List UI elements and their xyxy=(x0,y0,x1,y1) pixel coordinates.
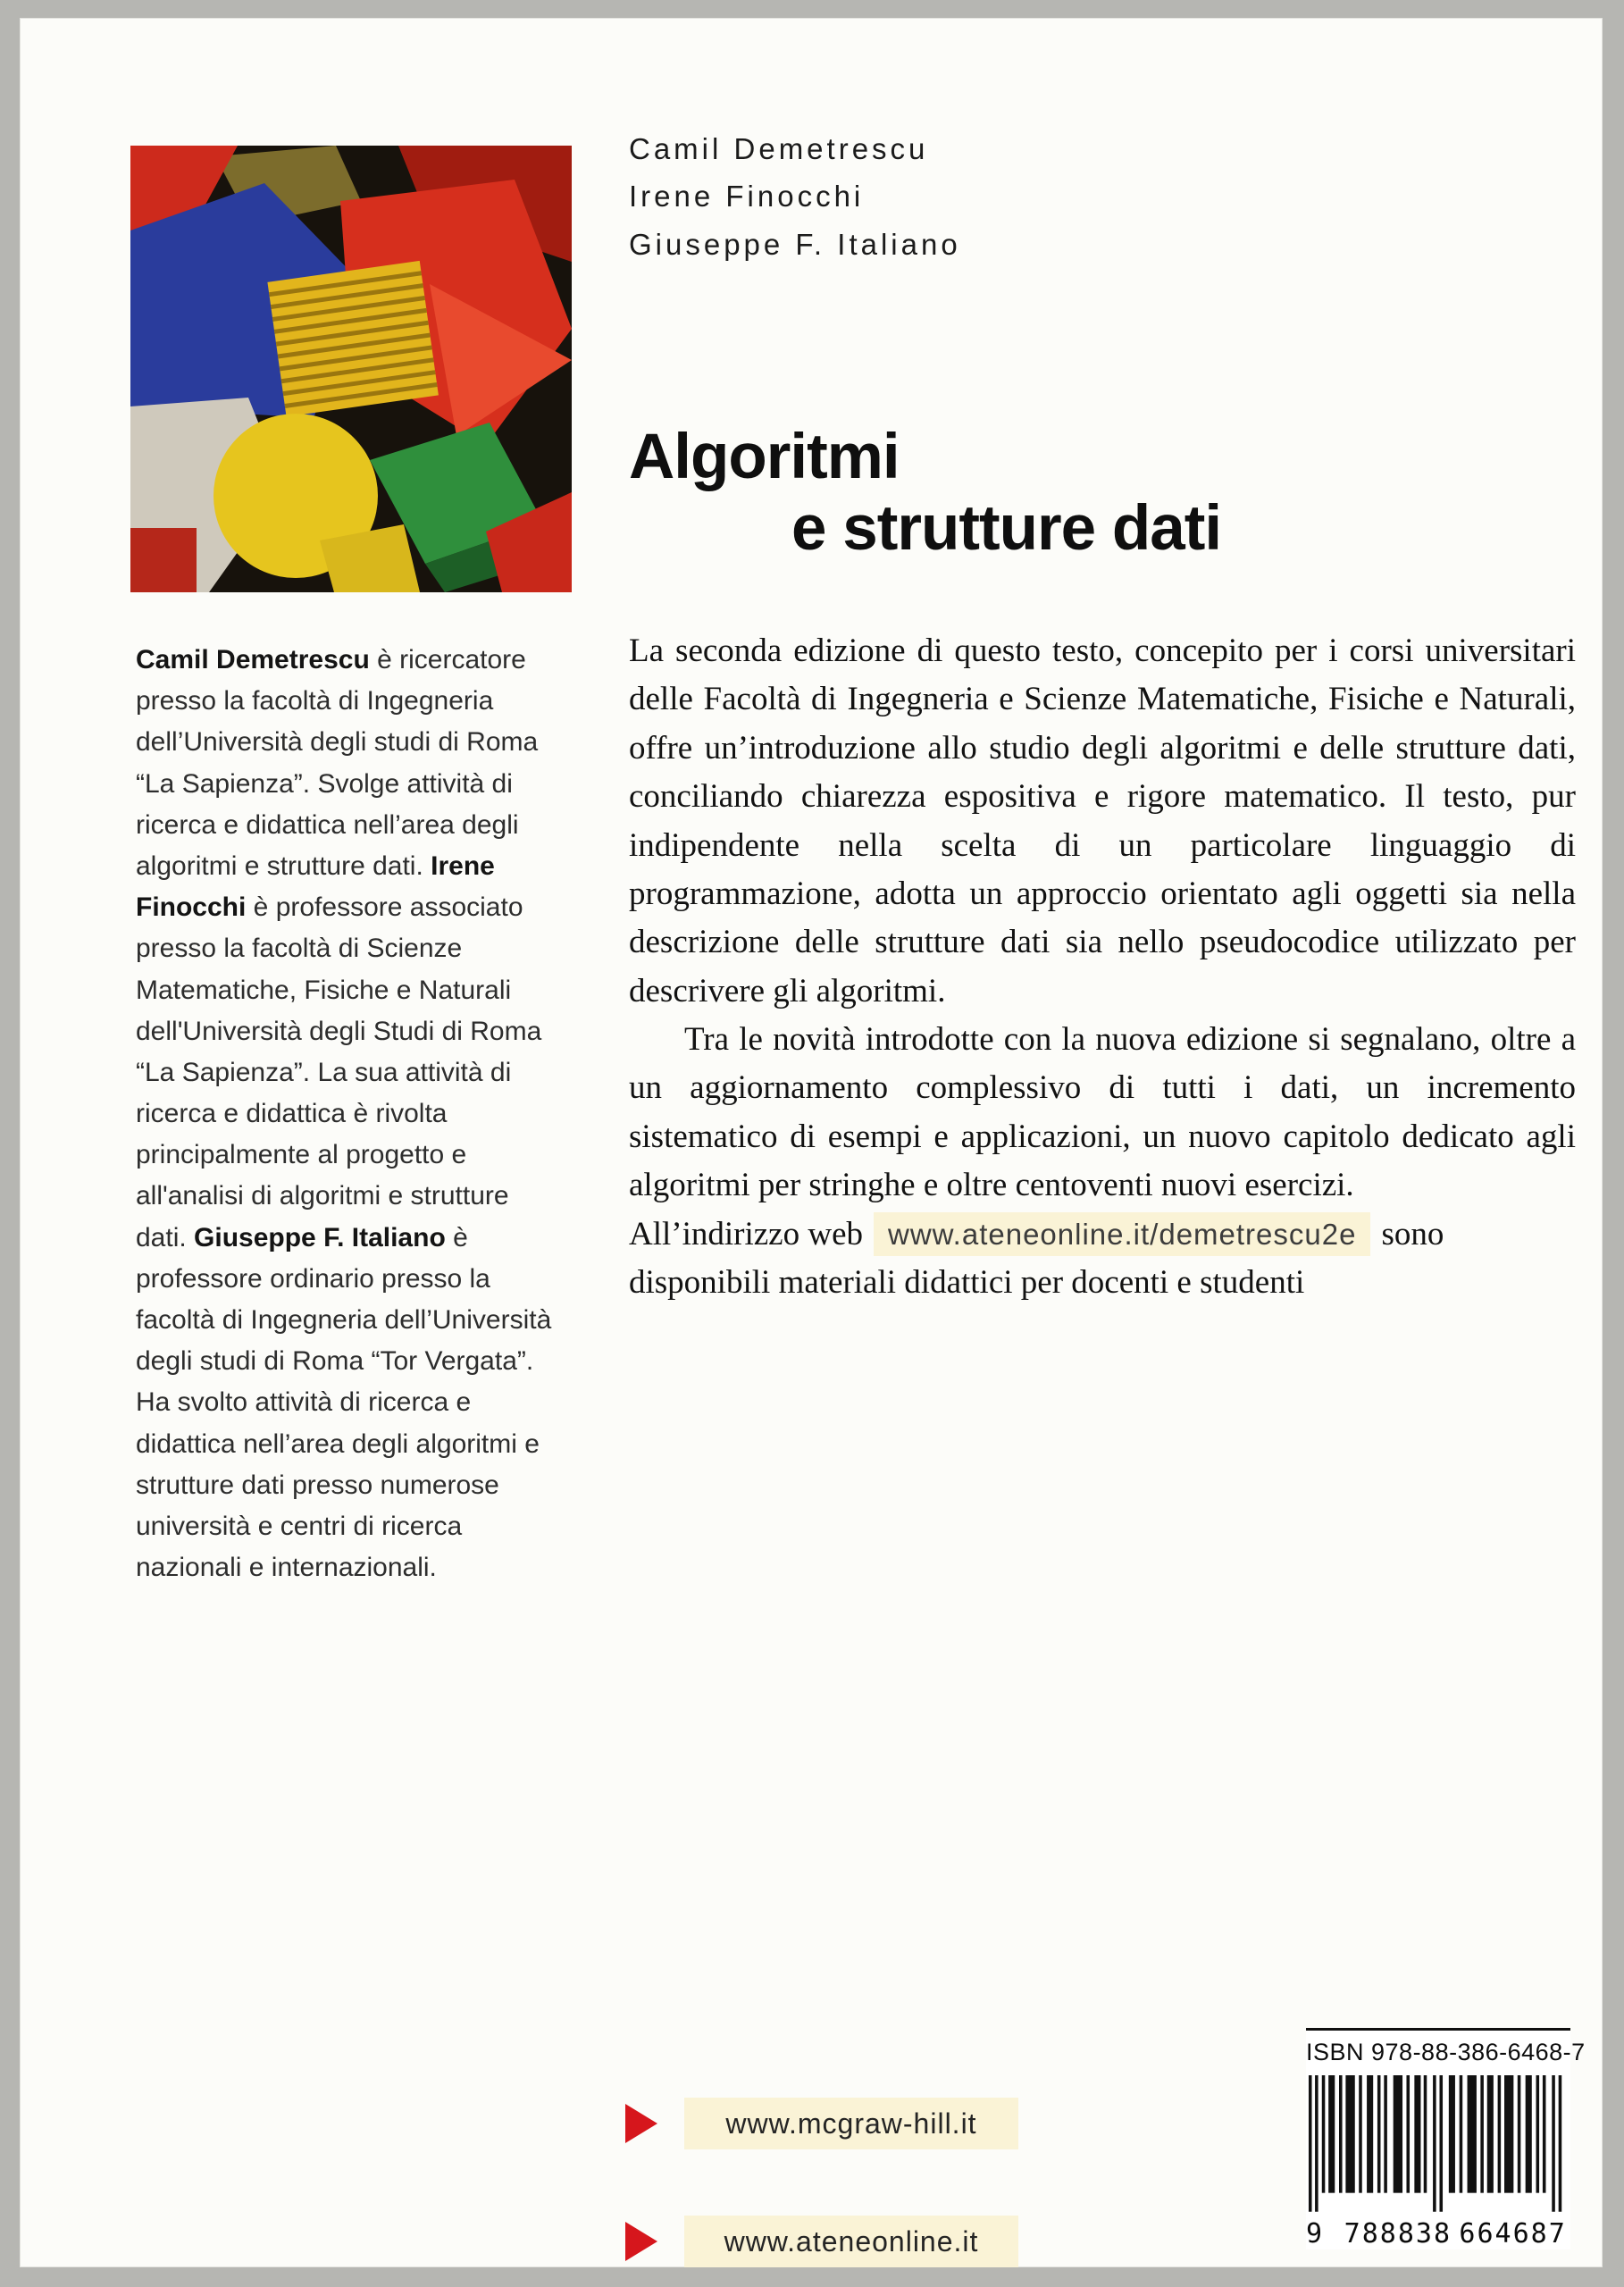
web-url-highlight: www.ateneonline.it/demetrescu2e xyxy=(874,1212,1370,1256)
author-name: Irene Finocchi xyxy=(629,180,865,214)
bio-author-name: Irene Finocchi xyxy=(136,850,495,923)
link-row-mcgraw xyxy=(625,2098,1018,2149)
book-title-line1: Algoritmi xyxy=(629,422,900,492)
barcode-digit-group: 788838 xyxy=(1344,2218,1452,2249)
barcode xyxy=(1306,2075,1570,2249)
book-description xyxy=(629,627,1576,1307)
arrow-icon xyxy=(625,2104,657,2143)
description-paragraph-1: La seconda edizione di questo testo, concepito per i corsi universitari delle Facoltà di Ingegneria e Scienze Matematiche, Fisiche e Naturali, offre un’introduzione allo studio degli algoritmi e delle strutture dati, conciliando chiarezza espositiva e rigore matematico. Il testo, pur indipendente nella scelta di un particolare linguaggio di programmazione, adotta un approccio orientato agli oggetti sia nella descrizione delle strutture dati sia nello pseudocodice utilizzato per descrivere gli algoritmi. xyxy=(629,632,1576,1009)
isbn-label: ISBN 978-88-386-6468-7 xyxy=(1306,2039,1586,2065)
barcode-digit-group: 664687 xyxy=(1459,2218,1567,2249)
author-name: Camil Demetrescu xyxy=(629,132,929,165)
web-info-prefix: All’indirizzo web xyxy=(629,1215,863,1252)
barcode-bars xyxy=(1306,2075,1570,2216)
bio-author-name: Giuseppe F. Italiano xyxy=(194,1222,446,1252)
link-row-ateneonline xyxy=(625,2216,1018,2267)
bio-author-name: Camil Demetrescu xyxy=(136,645,370,674)
back-cover-page xyxy=(20,18,1603,2267)
authors-block xyxy=(629,125,961,268)
footer-links xyxy=(625,2098,1018,2287)
author-bio xyxy=(136,640,566,1588)
web-info-suffix: sono disponibili materiali didattici per docenti e studenti xyxy=(629,1215,1444,1301)
cover-photo xyxy=(130,146,572,592)
ateneonline-url: www.ateneonline.it xyxy=(684,2216,1018,2267)
isbn-block xyxy=(1306,2028,1586,2249)
web-info xyxy=(629,1211,1576,1308)
barcode-digits xyxy=(1306,2218,1570,2249)
mcgraw-hill-url: www.mcgraw-hill.it xyxy=(684,2098,1018,2149)
book-title xyxy=(629,422,1221,564)
arrow-icon xyxy=(625,2222,657,2261)
bio-text: è professore associato presso la facoltà di Scienze Matematiche, Fisiche e Naturali dell'Università degli Studi di Roma “La Sapienza”. La sua attività di ricerca e didattica è rivolta principalmente al progetto e all'analisi di algoritmi e strutture dati. xyxy=(136,892,542,1252)
bio-text: è professore ordinario presso la facoltà di Ingegneria dell’Università degli studi di Roma “Tor Vergata”. Ha svolto attività di ricerca e didattica nell’area degli algoritmi e strutture dati presso numerose università e centri di ricerca nazionali e internazionali. xyxy=(136,1222,552,1583)
bio-text: è ricercatore presso la facoltà di Ingegneria dell’Università degli studi di Roma “La Sapienza”. Svolge attività di ricerca e didattica nell’area degli algoritmi e strutture dati. xyxy=(136,645,539,881)
abstract-blocks-image xyxy=(130,146,572,592)
barcode-digit-group: 9 xyxy=(1306,2218,1323,2249)
book-title-line2: e strutture dati xyxy=(791,492,1222,564)
author-name: Giuseppe F. Italiano xyxy=(629,227,961,261)
description-paragraph-2: Tra le novità introdotte con la nuova edizione si segnalano, oltre a un aggiornamento complessivo di tutti i dati, un incremento sistematico di esempi e applicazioni, un nuovo capitolo dedicato agli algoritmi per stringhe e oltre centoventi nuovi esercizi. xyxy=(629,1021,1576,1204)
